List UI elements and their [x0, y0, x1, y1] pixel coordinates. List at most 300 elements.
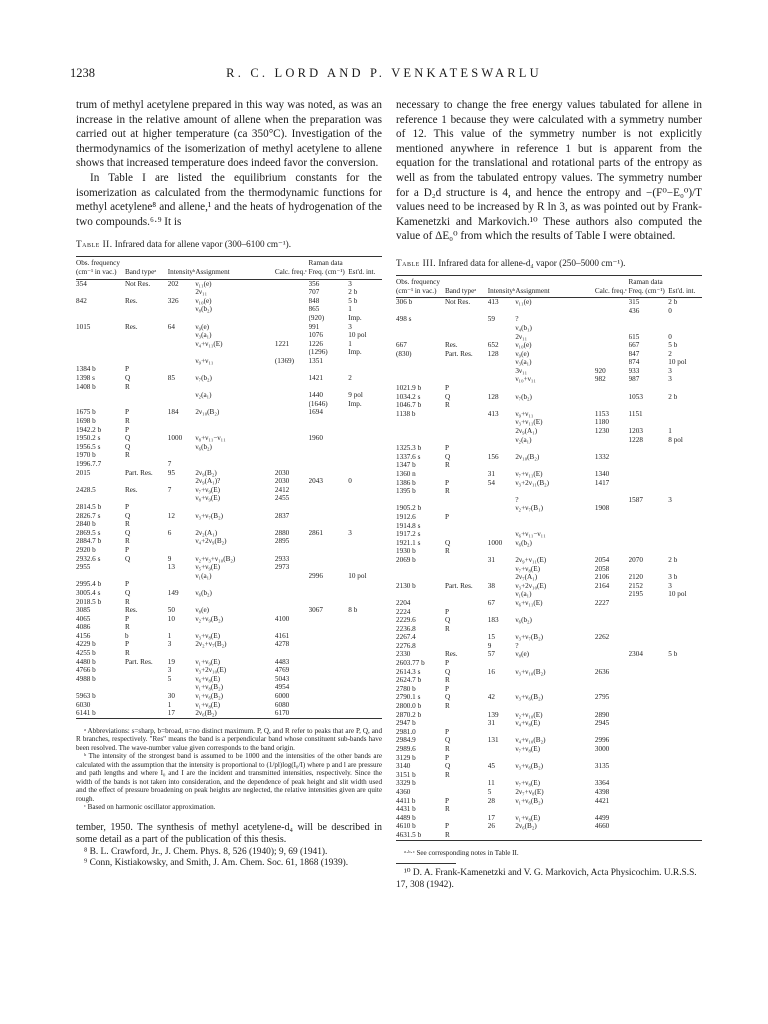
- table-cell: [348, 469, 382, 478]
- table-cell: 4769: [274, 666, 290, 675]
- table-cell: [668, 616, 702, 625]
- table-cell: [168, 443, 196, 452]
- table-row: [76, 305, 382, 314]
- footnote: ¹⁰ D. A. Frank-Kamenetzki and V. G. Markovich, Acta Physicochim. U.R.S.S. 17, 308 (1942).: [396, 868, 697, 890]
- table-cell: 306 b: [396, 298, 413, 307]
- table-cell: ν₇(b₂): [515, 392, 532, 401]
- table-cell: [515, 513, 595, 522]
- table-cell: [668, 513, 702, 522]
- table-cell: 2229.6: [396, 616, 416, 625]
- table-cell: [668, 504, 702, 513]
- table-cell: ν₆(b₂): [195, 588, 212, 597]
- table-cell: 149: [167, 588, 179, 597]
- table-cell: [275, 365, 309, 374]
- table-row: [76, 503, 382, 512]
- table-cell: [125, 701, 168, 710]
- table-cell: [309, 486, 349, 495]
- table-row: [76, 675, 382, 684]
- table-cell: 2030: [274, 468, 290, 477]
- table-cell: [668, 805, 702, 814]
- table-cell: [595, 298, 629, 307]
- table-cell: [488, 358, 516, 367]
- column-header: Calc. freq.ᶜ: [595, 276, 629, 298]
- table-cell: [309, 443, 349, 452]
- table-cell: 3: [668, 375, 672, 384]
- table-cell: 4954: [274, 683, 290, 692]
- table-cell: [168, 451, 196, 460]
- table-cell: [515, 307, 595, 316]
- table-cell: [595, 350, 629, 359]
- table-cell: [515, 461, 595, 470]
- table-cell: 1384 b: [76, 365, 96, 374]
- table-cell: ν₈(b₂): [195, 305, 212, 314]
- table-cell: [348, 546, 382, 555]
- table-cell: [488, 504, 516, 513]
- table-cell: 498 s: [396, 315, 412, 324]
- table-cell: [629, 814, 669, 823]
- table-row: [396, 676, 702, 685]
- table-row: [396, 616, 702, 625]
- table-cell: [168, 348, 196, 357]
- table-cell: [309, 683, 349, 692]
- table-row: [76, 683, 382, 692]
- table-cell: ν₄(b₁): [515, 323, 532, 332]
- table-caption-text: Infrared data for allene-d₄ vapor (250–5000 cm⁻¹).: [438, 257, 626, 268]
- table-cell: [488, 461, 516, 470]
- table-cell: [348, 365, 382, 374]
- table-cell: [195, 365, 275, 374]
- table-cell: [629, 771, 669, 780]
- table-cell: 64: [167, 322, 175, 331]
- table-cell: 16: [487, 667, 495, 676]
- table-cell: 4360: [396, 787, 411, 796]
- table-cell: R: [444, 401, 450, 410]
- table-cell: 356: [308, 279, 320, 288]
- table-cell: 3ν₁₁: [515, 366, 528, 375]
- table-cell: [445, 496, 488, 505]
- table-cell: P: [444, 796, 449, 805]
- table-cell: [348, 357, 382, 366]
- table-cell: ν₆+ν₁₁−ν₁₁: [515, 530, 546, 539]
- table-cell: ν₆(b₂): [515, 538, 532, 547]
- table-cell: [309, 709, 349, 718]
- table-cell: [668, 444, 702, 453]
- table-cell: [488, 659, 516, 668]
- table-cell: [629, 659, 669, 668]
- table-cell: [629, 539, 669, 548]
- table-cell: Not Res.: [444, 298, 471, 307]
- table-cell: [396, 418, 445, 427]
- table-cell: 1417: [594, 478, 610, 487]
- table-cell: 920: [594, 366, 606, 375]
- table-cell: [595, 461, 629, 470]
- table-cell: [668, 642, 702, 651]
- table-row: [396, 779, 702, 788]
- table-cell: [168, 623, 196, 632]
- table-cell: 652: [487, 341, 499, 350]
- table-row: [396, 599, 702, 608]
- table-cell: 1960: [308, 434, 323, 443]
- table-cell: 1340: [594, 470, 610, 478]
- table-cell: [125, 357, 168, 366]
- table-cell: [668, 736, 702, 745]
- table-cell: 0: [668, 306, 672, 315]
- table-cell: [629, 779, 669, 788]
- table-row: [396, 530, 702, 539]
- table-cell: [445, 367, 488, 376]
- table-body: [396, 276, 702, 840]
- table-cell: [275, 606, 309, 615]
- table-cell: 4431 b: [396, 805, 416, 814]
- table-cell: 38: [487, 581, 495, 590]
- table-cell: 2 b: [348, 288, 358, 297]
- table-cell: ν₃+ν₁₁(E): [515, 418, 543, 427]
- table-cell: 2795: [594, 693, 610, 702]
- table-cell: 3000: [594, 745, 610, 753]
- table-cell: [348, 709, 382, 718]
- table-cell: 3140: [396, 762, 411, 771]
- table-cell: 2955: [76, 563, 91, 572]
- table-cell: [488, 522, 516, 531]
- table-cell: [275, 520, 309, 529]
- table-cell: [515, 771, 595, 780]
- table-cell: [275, 426, 309, 435]
- table-cell: [488, 805, 516, 814]
- table-cell: [595, 771, 629, 780]
- table-cell: [76, 357, 125, 366]
- table-row: [396, 436, 702, 445]
- column-header: Calc. freq.ᶜ: [275, 257, 309, 279]
- table-cell: [515, 401, 595, 410]
- table-row: [76, 297, 382, 306]
- table-cell: ν₇+ν₉(E): [195, 485, 221, 494]
- table-cell: 1: [668, 427, 672, 436]
- body-paragraph: In Table I are listed the equilibrium constants for the isomerization as calculated from the thermodynamic functions for methyl acetylene⁸ and allene,¹ and the heats of hydrogenation of the two compounds.⁶·⁹ It is: [76, 171, 382, 228]
- table-row: [396, 401, 702, 410]
- table-cell: [629, 461, 669, 470]
- table-cell: 1351: [308, 356, 323, 365]
- table-cell: [515, 702, 595, 711]
- table-row: [396, 754, 702, 763]
- table-cell: P: [124, 365, 129, 374]
- table-row: [76, 632, 382, 641]
- table-cell: 15: [487, 633, 495, 642]
- table-cell: R: [444, 805, 450, 814]
- table-row: [76, 546, 382, 555]
- table-cell: [309, 512, 349, 521]
- table-cell: 1386 b: [396, 478, 416, 487]
- table-row: [396, 375, 702, 384]
- table-cell: [396, 496, 445, 505]
- table-cell: [76, 331, 125, 340]
- table-row: [396, 771, 702, 780]
- table-cell: 1337.6 s: [396, 452, 421, 461]
- table-row: [76, 709, 382, 718]
- table-cell: 2ν₂+ν₇(B₂): [195, 640, 227, 649]
- table-cell: [348, 692, 382, 701]
- table-cell: 2ν₁₀(B₂): [195, 408, 220, 417]
- table-cell: R: [124, 417, 130, 426]
- table-row: [396, 702, 702, 711]
- table-cell: [348, 417, 382, 426]
- table-cell: [445, 470, 488, 479]
- table-cell: [515, 547, 595, 556]
- table-cell: ν₂+ν₇(B₁): [515, 504, 543, 513]
- table-cell: Q: [124, 434, 131, 443]
- table-cell: [668, 822, 702, 831]
- table-cell: [396, 590, 445, 599]
- table-row: [396, 556, 702, 565]
- table-cell: [668, 676, 702, 685]
- table-row: [396, 642, 702, 651]
- table-cell: [629, 324, 669, 333]
- table-cell: 2920 b: [76, 545, 96, 554]
- table-cell: [125, 675, 168, 684]
- table-cell: [275, 331, 309, 340]
- table-cell: 6170: [274, 709, 290, 718]
- table-cell: 184: [167, 408, 179, 417]
- table-cell: [168, 314, 196, 323]
- table-cell: ν₉+ν₁₁: [195, 356, 214, 365]
- table-cell: 1347 b: [396, 461, 416, 470]
- table-row: [396, 324, 702, 333]
- table-cell: [445, 573, 488, 582]
- table-cell: 3: [668, 366, 672, 375]
- table-cell: Q: [124, 374, 131, 383]
- table-cell: [629, 504, 669, 513]
- table-cell: 315: [628, 298, 640, 307]
- table-cell: [348, 640, 382, 649]
- table-row: [396, 470, 702, 479]
- table-cell: [595, 324, 629, 333]
- table-row: [76, 417, 382, 426]
- table-row: [396, 719, 702, 728]
- table-cell: [275, 460, 309, 469]
- table-cell: [595, 676, 629, 685]
- table-cell: 1970 b: [76, 451, 96, 460]
- table-cell: 7: [167, 460, 172, 468]
- table-row: [76, 451, 382, 460]
- table-cell: 1917.2 s: [396, 530, 421, 539]
- table-cell: [275, 623, 309, 632]
- table-cell: 848: [308, 296, 320, 305]
- table-cell: [348, 434, 382, 443]
- table-cell: [309, 365, 349, 374]
- table-cell: [445, 530, 488, 539]
- table-cell: 3067: [308, 606, 323, 615]
- table-cell: ν₃(a₁): [515, 358, 532, 367]
- table-cell: [445, 410, 488, 419]
- table-cell: [309, 640, 349, 649]
- table-cell: 3: [167, 666, 172, 675]
- table-cell: [396, 324, 445, 333]
- table-row: [76, 692, 382, 701]
- table-cell: P: [444, 822, 449, 831]
- footnote: ⁸ B. L. Crawford, Jr., J. Chem. Phys. 8, 526 (1940); 9, 69 (1941).: [84, 846, 328, 857]
- table-cell: [275, 503, 309, 512]
- table-cell: 7: [167, 485, 172, 494]
- table-row: [76, 434, 382, 443]
- table-cell: [275, 314, 309, 323]
- table-row: [396, 822, 702, 831]
- table-cell: 5 b: [668, 650, 678, 659]
- table-cell: [445, 315, 488, 324]
- table-cell: 2869.5 s: [76, 528, 101, 537]
- table-row: [396, 307, 702, 316]
- table-cell: R: [444, 487, 450, 496]
- table-cell: [595, 487, 629, 496]
- table-cell: [168, 365, 196, 374]
- table-cell: 10 pol: [668, 590, 687, 599]
- table-cell: 4631.5 b: [396, 830, 422, 839]
- table-cell: 156: [487, 452, 499, 461]
- table-cell: R: [444, 745, 450, 753]
- table-cell: ?: [515, 315, 519, 324]
- table-cell: [125, 563, 168, 572]
- table-cell: [668, 633, 702, 642]
- table-cell: P: [444, 659, 449, 668]
- table-row: [396, 513, 702, 522]
- table-cell: [275, 572, 309, 581]
- table-row: [396, 736, 702, 745]
- table-cell: ν₈(e): [195, 606, 210, 615]
- table-cell: [629, 642, 669, 651]
- table-cell: [125, 314, 168, 323]
- table-cell: [309, 469, 349, 478]
- table-cell: [76, 572, 125, 581]
- table-cell: [348, 580, 382, 589]
- table-cell: [629, 315, 669, 324]
- table-cell: [348, 623, 382, 632]
- table-cell: 1151: [628, 409, 643, 418]
- table-cell: [309, 417, 349, 426]
- table-cell: 2636: [594, 667, 610, 676]
- table-cell: ν₃+ν₆(B₂): [515, 762, 543, 771]
- table-cell: 139: [487, 710, 499, 719]
- table-cell: [445, 814, 488, 823]
- table-cell: [168, 391, 196, 400]
- table-cell: P: [444, 384, 449, 393]
- table-cell: [396, 307, 445, 316]
- table-cell: P: [124, 408, 129, 417]
- table-cell: 17: [167, 709, 175, 718]
- table-cell: ν₉(e): [515, 349, 530, 358]
- table-cell: [629, 444, 669, 453]
- table-cell: 3005.4 s: [76, 588, 101, 597]
- table-cell: 3364: [594, 779, 610, 788]
- table-cell: 1000: [487, 538, 503, 547]
- table-cell: Q: [444, 452, 451, 461]
- table-cell: P: [444, 753, 449, 762]
- table-row: [396, 650, 702, 659]
- table-cell: [445, 436, 488, 445]
- table-cell: 19: [167, 657, 175, 666]
- table-cell: 54: [487, 478, 495, 487]
- table-cell: 183: [487, 616, 499, 625]
- table-cell: [629, 522, 669, 531]
- table-cell: 2624.7 b: [396, 676, 422, 685]
- column-header: Intensityᵇ: [488, 276, 516, 298]
- table-cell: 2861: [308, 528, 323, 537]
- table-cell: [125, 494, 168, 503]
- table-cell: 2204: [396, 598, 411, 607]
- table-cell: [488, 384, 516, 393]
- table-cell: [629, 625, 669, 634]
- table-cell: 847: [628, 349, 640, 358]
- table-cell: 6: [167, 528, 172, 537]
- footnote-rule: [396, 863, 456, 864]
- table-cell: 31: [487, 555, 495, 564]
- table-cell: [309, 460, 349, 469]
- table-cell: [309, 658, 349, 667]
- table-cell: [488, 745, 516, 754]
- table-cell: [168, 683, 196, 692]
- table-cell: [629, 719, 669, 728]
- table-cell: [515, 608, 595, 617]
- table-cell: 1914.8 s: [396, 521, 421, 530]
- table-cell: [125, 391, 168, 400]
- table-cell: 5 b: [668, 341, 678, 350]
- table-cell: 842: [76, 296, 87, 305]
- table-cell: [595, 805, 629, 814]
- table-cell: [445, 556, 488, 565]
- table-cell: [445, 711, 488, 720]
- table-cell: [668, 711, 702, 720]
- table-cell: [348, 615, 382, 624]
- table-cell: [668, 745, 702, 754]
- table-cell: [396, 333, 445, 342]
- table-cell: [445, 719, 488, 728]
- table-row: [396, 633, 702, 642]
- table-cell: [445, 358, 488, 367]
- table-row: [76, 400, 382, 409]
- table-cell: 202: [167, 279, 179, 288]
- table-cell: [348, 683, 382, 692]
- table-cell: 9: [487, 641, 492, 650]
- table-caption: [76, 239, 382, 250]
- table-cell: Q: [124, 554, 131, 563]
- table-cell: [348, 520, 382, 529]
- table-cell: 1942.2 b: [76, 425, 102, 434]
- table-row: [396, 393, 702, 402]
- table-cell: [309, 666, 349, 675]
- table-cell: 31: [487, 719, 495, 728]
- table-cell: Q: [124, 588, 131, 597]
- table-cell: [275, 400, 309, 409]
- table-cell: ν₃+2ν₁₀(E): [515, 581, 547, 590]
- table-row: [396, 625, 702, 634]
- table-cell: (1296): [308, 348, 328, 357]
- table-cell: 2227: [594, 598, 610, 607]
- table-cell: 2030: [274, 477, 290, 486]
- table-cell: Part. Res.: [124, 657, 153, 666]
- table-header-row: [396, 276, 702, 298]
- table-cell: Q: [444, 667, 451, 676]
- table-cell: [125, 348, 168, 357]
- table-cell: [488, 487, 516, 496]
- table-cell: [668, 779, 702, 788]
- table-row: [396, 573, 702, 582]
- table-cell: 26: [487, 822, 495, 831]
- table-cell: [629, 805, 669, 814]
- column-header: Est'd. int.: [668, 276, 702, 298]
- table-cell: [595, 659, 629, 668]
- table-cell: 1996.7.7: [76, 460, 102, 468]
- table-cell: P: [124, 502, 129, 511]
- table-row: [396, 315, 702, 324]
- table-cell: [629, 668, 669, 677]
- table-row: [76, 340, 382, 349]
